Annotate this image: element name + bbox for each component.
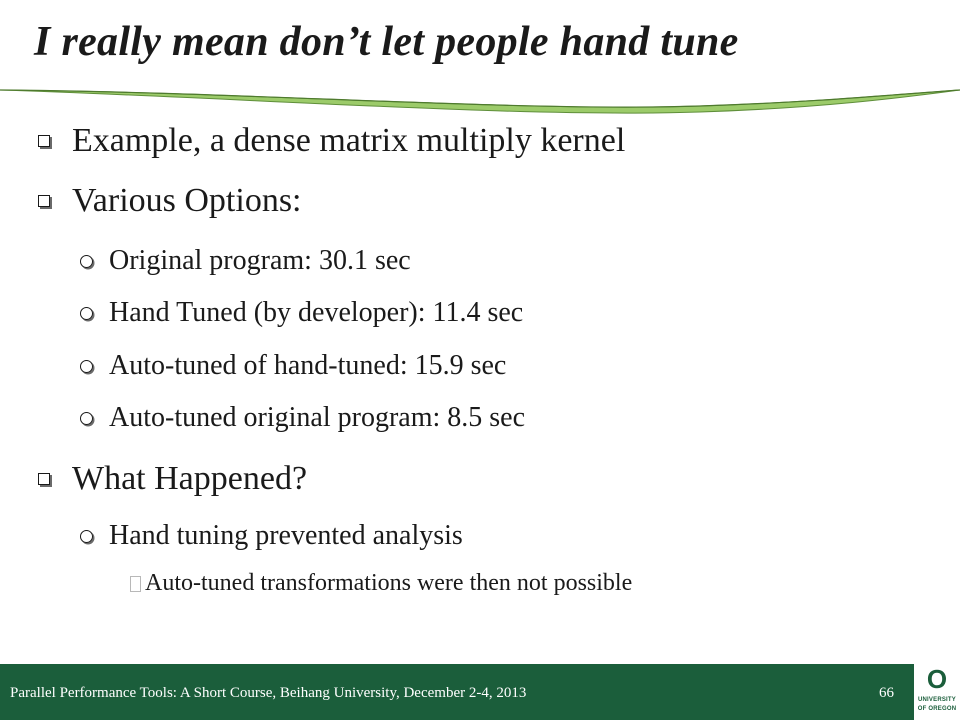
circle-bullet-icon: [80, 360, 93, 373]
circle-bullet-icon: [80, 530, 93, 543]
list-item: [38, 182, 302, 220]
footer-bar: [0, 664, 914, 720]
bullet-text: Auto-tuned original program: 8.5 sec: [109, 402, 526, 433]
bullet-text: Hand tuning prevented analysis: [109, 520, 463, 551]
list-item: [80, 402, 525, 434]
bullet-text: Original program: 30.1 sec: [109, 245, 411, 276]
square-bullet-icon: [38, 473, 50, 485]
page-number: 66: [879, 685, 894, 701]
list-item: [38, 122, 625, 160]
list-item: [80, 350, 506, 382]
square-bullet-icon: [38, 195, 50, 207]
title-swoosh-decoration: [0, 82, 960, 118]
missing-glyph-bullet-icon: [130, 576, 141, 592]
list-item: [80, 297, 523, 329]
logo-line-2: OF OREGON: [917, 706, 957, 712]
bullet-text: Example, a dense matrix multiply kernel: [72, 122, 626, 159]
logo-o-mark: O: [926, 664, 948, 694]
slide-title: I really mean don’t let people hand tune: [34, 19, 739, 65]
bullet-text: Various Options:: [72, 182, 302, 219]
bullet-text: Auto-tuned of hand-tuned: 15.9 sec: [109, 350, 507, 381]
square-bullet-icon: [38, 135, 50, 147]
list-item: [80, 245, 411, 277]
list-item: [130, 570, 632, 597]
circle-bullet-icon: [80, 255, 93, 268]
circle-bullet-icon: [80, 307, 93, 320]
university-of-oregon-logo: [914, 664, 960, 720]
bullet-text: What Happened?: [72, 460, 308, 497]
circle-bullet-icon: [80, 412, 93, 425]
bullet-text: Hand Tuned (by developer): 11.4 sec: [109, 297, 524, 328]
footer-text: Parallel Performance Tools: A Short Course, Beihang University, December 2-4, 2013: [10, 685, 527, 701]
list-item: [80, 520, 463, 552]
list-item: [38, 460, 307, 498]
bullet-text: Auto-tuned transformations were then not possible: [145, 570, 633, 596]
logo-line-1: UNIVERSITY: [917, 697, 956, 703]
